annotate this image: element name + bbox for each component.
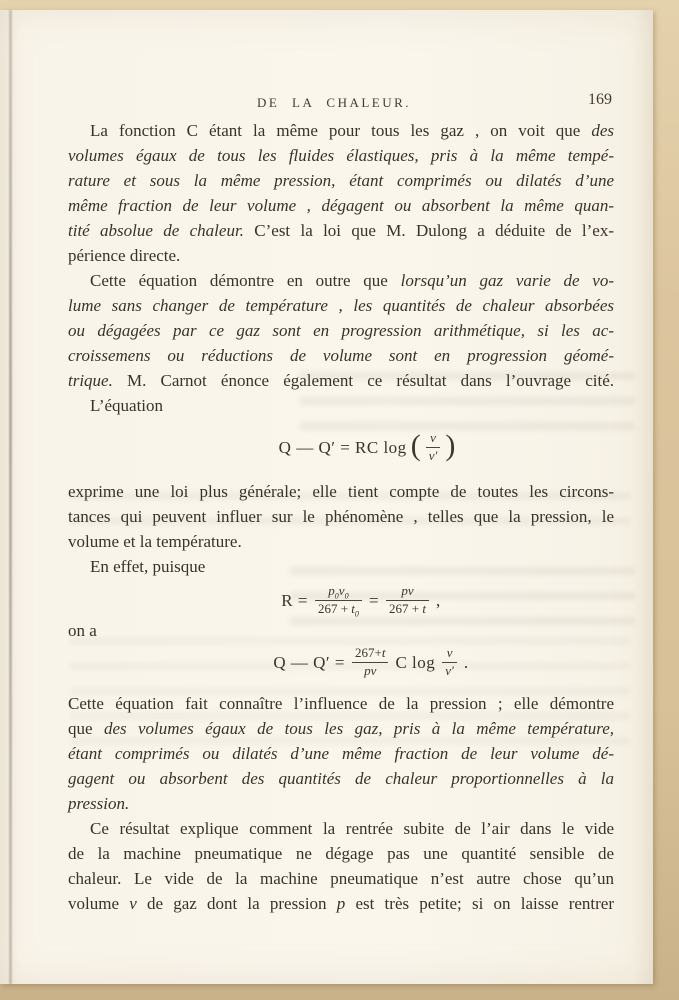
equation-text: C log	[395, 652, 436, 672]
text-segment: C’est la loi que M. Dulong a déduite de l’ex-	[243, 221, 614, 240]
equation-eq1	[118, 431, 614, 464]
text-segment: En effet, puisque	[90, 556, 206, 576]
text-line	[68, 741, 614, 766]
text-segment: que	[68, 718, 104, 738]
text-segment: volume et la température.	[68, 531, 242, 551]
equation-eq2	[108, 584, 614, 617]
math-segment: v	[430, 430, 436, 445]
equation-text: R =	[281, 590, 308, 610]
text-line	[68, 368, 614, 393]
page-number: 169	[588, 91, 612, 108]
math-segment: t	[381, 644, 386, 660]
math-segment: 0	[334, 591, 339, 601]
text-line	[68, 118, 614, 143]
text-segment: exprime une loi plus générale; elle tient compte de toutes les circons-	[68, 481, 614, 501]
math-segment: 267 +	[389, 600, 423, 616]
text-segment: pression.	[68, 793, 130, 813]
equation-eq3	[128, 646, 614, 679]
running-head	[68, 90, 614, 116]
text-line	[68, 618, 614, 643]
text-segment: lume sans changer de température , les quantités de chaleur absorbées	[68, 296, 614, 315]
text-line	[68, 168, 614, 193]
fraction	[315, 584, 362, 617]
text-line	[68, 529, 614, 554]
text-segment: rature et sous la même pression, étant comprimés ou dilatés d’une	[68, 171, 614, 190]
equation-text: Q — Q′ = RC log	[278, 437, 407, 457]
parenthesis: (	[410, 429, 421, 463]
text-segment: des volumes égaux de tous les gaz, pris à la même température,	[103, 718, 615, 738]
text-line	[68, 393, 614, 418]
fraction	[352, 646, 388, 679]
text-segment: lorsqu’un gaz varie de vo-	[400, 271, 614, 290]
text-line	[68, 318, 614, 343]
text-segment: p	[336, 893, 346, 913]
math-segment: 267+	[354, 644, 382, 660]
text-line	[68, 766, 614, 791]
equation-text: ,	[436, 590, 441, 610]
math-segment: t	[422, 600, 426, 616]
text-segment: de la machine pneumatique ne dégage pas une quantité sensible de	[68, 843, 614, 863]
math-segment: pv	[364, 662, 377, 678]
text-column	[68, 90, 614, 916]
text-segment: v	[129, 893, 137, 913]
math-segment: pv	[401, 582, 414, 598]
equation-text: .	[463, 652, 469, 672]
math-segment: p	[328, 582, 335, 598]
text-line	[68, 479, 614, 504]
math-segment: v	[338, 582, 345, 598]
math-segment: 0	[354, 609, 359, 619]
text-segment: volumes égaux de tous les fluides élastiques, pris à la même tempé-	[68, 146, 614, 165]
text-segment: L’équation	[90, 396, 164, 415]
parenthesis: )	[445, 429, 456, 463]
text-line	[68, 691, 614, 716]
text-line	[68, 554, 614, 579]
text-segment: volume	[68, 893, 130, 913]
text-line	[68, 504, 614, 529]
text-segment: étant comprimés ou dilatés d’une même fraction de leur volume dé-	[68, 743, 614, 763]
text-line	[68, 791, 614, 816]
text-line	[68, 243, 614, 268]
text-segment: M. Carnot énonce également ce résultat dans l’ouvrage cité.	[112, 371, 614, 390]
text-line	[68, 716, 614, 741]
math-segment: v′	[445, 662, 454, 678]
text-segment: même fraction de leur volume , dégagent ou absorbent la même quan-	[68, 196, 614, 215]
text-segment: des	[591, 121, 614, 140]
text-segment: est très petite; si on laisse rentrer	[345, 893, 614, 913]
text-segment: gagent ou absorbent des quantités de chaleur proportionnelles à la	[68, 768, 614, 788]
text-line	[68, 193, 614, 218]
text-line	[68, 866, 614, 891]
text-segment: chaleur. Le vide de la machine pneumatique n’est autre chose qu’un	[68, 868, 614, 888]
text-segment: La fonction C étant la même pour tous les gaz , on voit que	[90, 121, 592, 140]
fraction	[442, 646, 457, 679]
text-line	[68, 816, 614, 841]
fraction	[426, 431, 441, 464]
text-segment: tances qui peuvent influer sur le phénomène , telles que la pression, le	[68, 506, 614, 526]
text-line	[68, 268, 614, 293]
fraction	[386, 584, 429, 617]
math-segment: v	[446, 644, 453, 660]
equation-text: Q — Q′ =	[273, 652, 345, 672]
text-segment: Cette équation fait connaître l’influence de la pression ; elle démontre	[68, 693, 614, 713]
math-segment: 267 +	[317, 600, 352, 616]
text-segment: croissemens ou réductions de volume sont en progression géomé-	[68, 346, 614, 365]
text-segment: tité absolue de chaleur.	[68, 221, 244, 240]
math-segment: v′	[428, 447, 438, 463]
text-line	[68, 293, 614, 318]
text-segment: on a	[68, 620, 97, 640]
text-segment: trique.	[68, 371, 113, 390]
text-line	[68, 143, 614, 168]
paper-page	[0, 10, 653, 984]
math-segment: t	[351, 600, 355, 616]
text-line	[68, 841, 614, 866]
text-segment: ou dégagées par ce gaz sont en progression arithmétique, si les ac-	[68, 321, 614, 340]
equation-text: =	[368, 590, 380, 610]
binding-gutter-shadow	[9, 10, 12, 984]
text-segment: de gaz dont la pression	[136, 893, 337, 913]
text-segment: périence directe.	[68, 246, 181, 265]
text-line	[68, 343, 614, 368]
text-line	[68, 218, 614, 243]
body-text	[68, 118, 614, 916]
math-segment: 0	[344, 591, 349, 601]
text-segment: Cette équation démontre en outre que	[90, 271, 401, 290]
text-segment: Ce résultat explique comment la rentrée subite de l’air dans le vide	[90, 818, 614, 838]
chapter-title: DE LA CHALEUR.	[256, 95, 412, 110]
text-line	[68, 891, 614, 916]
